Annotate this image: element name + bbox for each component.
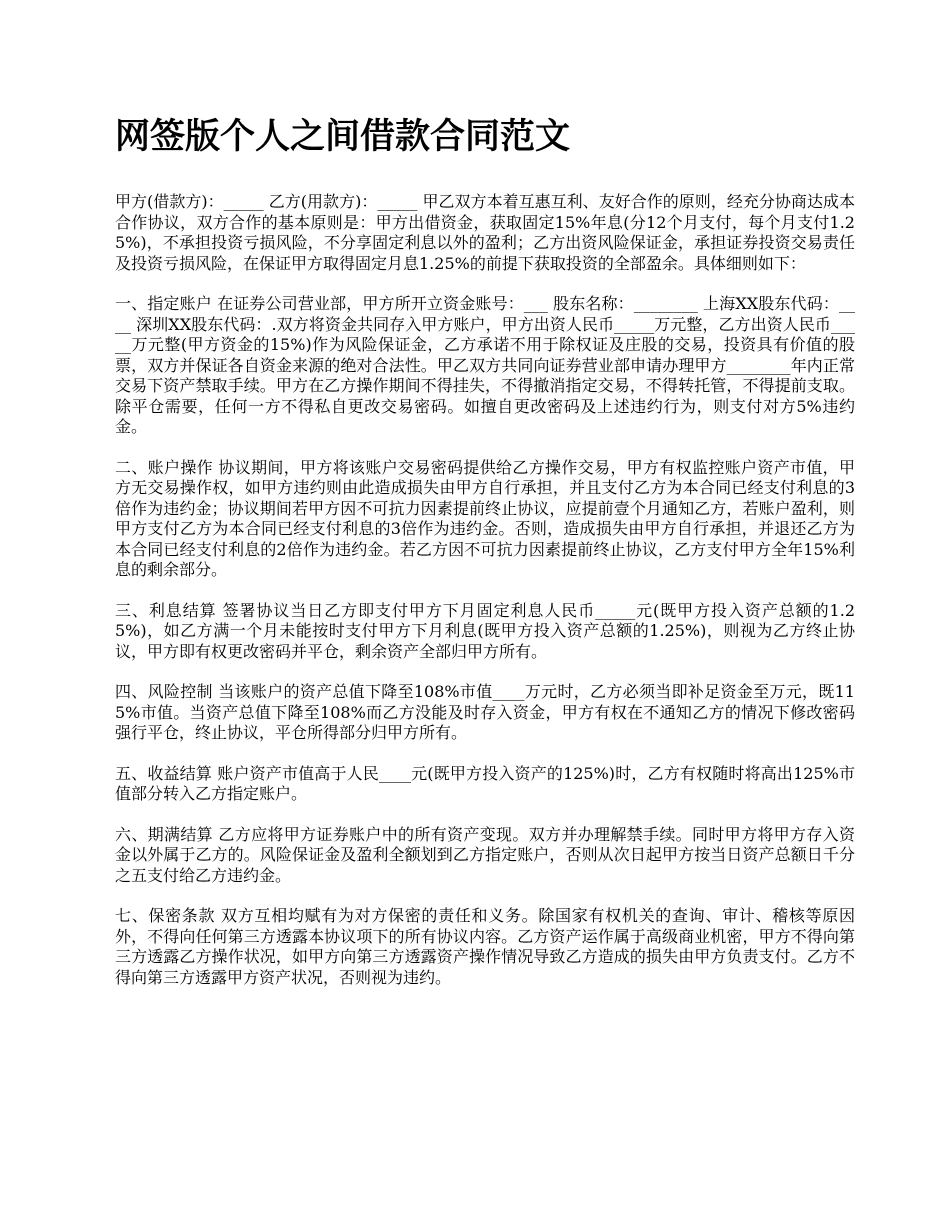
document-title: 网签版个人之间借款合同范文 xyxy=(115,116,571,157)
paragraph-income-settlement: 五、收益结算 账户资产市值高于人民____元(既甲方投入资产的125%)时，乙方有权随时将高出125%市值部分转入乙方指定账户。 xyxy=(115,763,855,803)
paragraph-account-operation: 二、账户操作 协议期间，甲方将该账户交易密码提供给乙方操作交易，甲方有权监控账户资产市值，甲方无交易操作权，如甲方违约则由此造成损失由甲方自行承担，并且支付乙方为本合同已经支付利息的3倍作为违约金；协议期间若甲方因不可抗力因素提前终止协议，应提前壹个月通知乙方，若账户盈利，则甲方支付乙方为本合同已经支付利息的3倍作为违约金。否则，造成损失由甲方自行承担，并退还乙方为本合同已经支付利息的2倍作为违约金。若乙方因不可抗力因素提前终止协议，乙方支付甲方全年15%利息的剩余部分。 xyxy=(115,457,855,579)
paragraph-intro: 甲方(借款方)：_____ 乙方(用款方)：_____ 甲乙双方本着互惠互利、友好合作的原则，经充分协商达成本合作协议，双方合作的基本原则是：甲方出借资金，获取固定15%年息(分12个月支付，每个月支付1.25%)，不承担投资亏损风险，不分享固定利息以外的盈利；乙方出资风险保证金，承担证券投资交易责任及投资亏损风险，在保证甲方取得固定月息1.25%的前提下获取投资的全部盈余。具体细则如下： xyxy=(115,192,855,273)
paragraph-designated-account: 一、指定账户 在证券公司营业部，甲方所开立资金账号：___ 股东名称：________ 上海XX股东代码：____ 深圳XX股东代码：.双方将资金共同存入甲方账户，甲方出资人民币_____万元整，乙方出资人民币_____万元整(甲方资金的15%)作为风险保证金，乙方承诺不用于除权证及庄股的交易，投资具有价值的股票，双方并保证各自资金来源的绝对合法性。甲乙双方共同向证券营业部申请办理甲方________年内正常交易下资产禁取手续。甲方在乙方操作期间不得挂失，不得撤消指定交易，不得转托管，不得提前支取。除平仓需要，任何一方不得私自更改交易密码。如擅自更改密码及上述违约行为，则支付对方5%违约金。 xyxy=(115,294,855,436)
paragraph-risk-control: 四、风险控制 当该账户的资产总值下降至108%市值____万元时，乙方必须当即补足资金至万元，既115%市值。当资产总值下降至108%而乙方没能及时存入资金，甲方有权在不通知乙方的情况下修改密码强行平仓，终止协议，平仓所得部分归甲方所有。 xyxy=(115,682,855,742)
document-page xyxy=(115,112,855,1008)
paragraph-interest-settlement: 三、利息结算 签署协议当日乙方即支付甲方下月固定利息人民币_____元(既甲方投入资产总额的1.25%)，如乙方满一个月未能按时支付甲方下月利息(既甲方投入资产总额的1.25%)，则视为乙方终止协议，甲方即有权更改密码并平仓，剩余资产全部归甲方所有。 xyxy=(115,600,855,661)
paragraph-confidentiality: 七、保密条款 双方互相均赋有为对方保密的责任和义务。除国家有权机关的查询、审计、稽核等原因外，不得向任何第三方透露本协议项下的所有协议内容。乙方资产运作属于高级商业机密，甲方不得向第三方透露乙方操作状况，如甲方向第三方透露资产操作情况导致乙方造成的损失由甲方负责支付。乙方不得向第三方透露甲方资产状况，否则视为违约。 xyxy=(115,906,855,987)
paragraph-maturity-settlement: 六、期满结算 乙方应将甲方证券账户中的所有资产变现。双方并办理解禁手续。同时甲方将甲方存入资金以外属于乙方的。风险保证金及盈利全额划到乙方指定账户，否则从次日起甲方按当日资产总额日千分之五支付给乙方违约金。 xyxy=(115,824,855,885)
